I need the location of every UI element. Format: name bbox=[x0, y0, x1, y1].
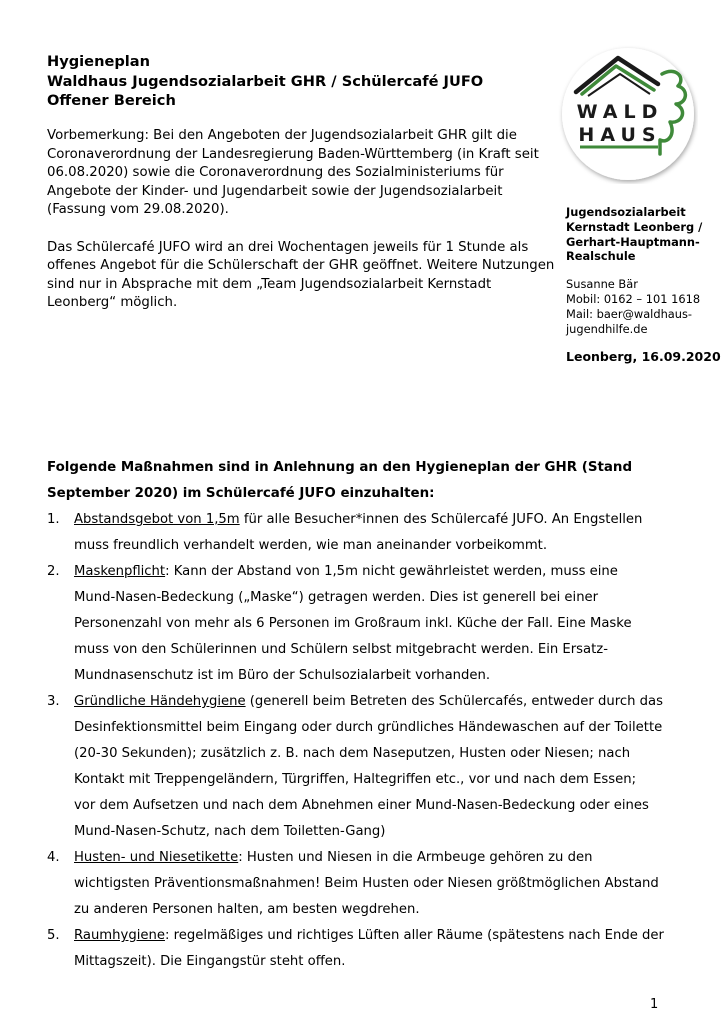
measures-list bbox=[47, 507, 687, 975]
list-item bbox=[47, 845, 687, 923]
contact-email: Mail: baer@waldhaus- bbox=[566, 306, 693, 321]
heading-line: September 2020) im Schülercafé JUFO einzuhalten: bbox=[47, 486, 435, 501]
intro-line: Leonberg“ möglich. bbox=[47, 295, 178, 311]
item-text: (generell beim Betreten des Schülercafés, entweder durch das bbox=[245, 694, 664, 709]
org-line: Gerhart-Hauptmann- bbox=[566, 234, 700, 249]
list-item bbox=[47, 559, 687, 689]
intro-line: Vorbemerkung: Bei den Angeboten der Jugendsozialarbeit GHR gilt die bbox=[47, 128, 517, 143]
list-item bbox=[47, 507, 687, 559]
item-line: Kontakt mit Treppengeländern, Türgriffen, Haltegriffen etc., vor und nach dem Essen; bbox=[74, 772, 637, 787]
title-line: Waldhaus Jugendsozialarbeit GHR / Schülercafé JUFO bbox=[47, 72, 484, 90]
item-number: 5. bbox=[47, 928, 60, 943]
item-term: Raumhygiene bbox=[74, 928, 165, 943]
item-line: Mund-Nasen-Schutz, nach dem Toiletten-Gang) bbox=[74, 824, 386, 839]
item-number: 1. bbox=[47, 512, 60, 527]
list-item bbox=[47, 923, 687, 975]
intro-paragraph-2 bbox=[47, 239, 555, 313]
logo-text-line1: WALD bbox=[576, 101, 664, 123]
contact-person bbox=[566, 277, 716, 336]
contact-email-cont: jugendhilfe.de bbox=[566, 321, 648, 336]
title-line: Hygieneplan bbox=[47, 53, 151, 70]
intro-line: Coronaverordnung der Landesregierung Baden-Württemberg (in Kraft seit bbox=[47, 146, 539, 162]
item-number: 2. bbox=[47, 564, 60, 579]
item-text: : regelmäßiges und richtiges Lüften aller Räume (spätestens nach Ende der bbox=[164, 928, 664, 943]
item-line: muss von den Schülerinnen und Schülern selbst mitgebracht werden. Ein Ersatz- bbox=[74, 642, 608, 657]
intro-line: offenes Angebot für die Schülerschaft der GHR geöffnet. Weitere Nutzungen bbox=[47, 258, 555, 274]
org-line: Realschule bbox=[566, 249, 636, 264]
organization-name bbox=[566, 205, 716, 264]
contact-phone: Mobil: 0162 – 101 1618 bbox=[566, 291, 701, 306]
item-term: Abstandsgebot von 1,5m bbox=[74, 512, 240, 527]
item-line: muss freundlich verhandelt werden, wie man aneinander vorbeikommt. bbox=[74, 538, 548, 553]
heading-line: Folgende Maßnahmen sind in Anlehnung an den Hygieneplan der GHR (Stand bbox=[47, 460, 633, 475]
list-item bbox=[47, 689, 687, 845]
item-line: vor dem Aufsetzen und nach dem Abnehmen einer Mund-Nasen-Bedeckung oder eines bbox=[74, 798, 649, 813]
org-line: Kernstadt Leonberg / bbox=[566, 219, 703, 234]
item-text: für alle Besucher*innen des Schülercafé JUFO. An Engstellen bbox=[239, 512, 643, 527]
intro-line: sind nur in Absprache mit dem „Team Jugendsozialarbeit Kernstadt bbox=[47, 276, 492, 292]
item-line: Desinfektionsmittel beim Eingang oder durch gründliches Händewaschen auf der Toilette bbox=[74, 720, 663, 735]
intro-line: Das Schülercafé JUFO wird an drei Wochentagen jeweils für 1 Stunde als bbox=[47, 239, 529, 255]
intro-line: Angebote der Kinder- und Jugendarbeit sowie der Jugendsozialarbeit bbox=[47, 183, 503, 199]
waldhaus-logo bbox=[558, 44, 698, 184]
item-line: Mundnasenschutz ist im Büro der Schulsozialarbeit vorhanden. bbox=[74, 668, 491, 683]
place-date: Leonberg, 16.09.2020 bbox=[566, 349, 721, 364]
org-line: Jugendsozialarbeit bbox=[566, 205, 686, 219]
intro-paragraph-1 bbox=[47, 127, 552, 220]
logo-text-line2: HAUS bbox=[578, 124, 662, 146]
item-text: : Kann der Abstand von 1,5m nicht gewährleistet werden, muss eine bbox=[165, 564, 618, 579]
item-term: Maskenpflicht bbox=[74, 564, 166, 579]
item-line: Personenzahl von mehr als 6 Personen im Großraum inkl. Küche der Fall. Eine Maske bbox=[74, 616, 632, 631]
item-line: (20-30 Sekunden); zusätzlich z. B. nach dem Naseputzen, Husten oder Niesen; nach bbox=[74, 746, 631, 761]
item-line: Mund-Nasen-Bedeckung („Maske“) getragen werden. Dies ist generell bei einer bbox=[74, 590, 599, 605]
item-line: Mittagszeit). Die Eingangstür steht offen. bbox=[74, 954, 346, 969]
page-number: 1 bbox=[650, 997, 659, 1012]
title-line: Offener Bereich bbox=[47, 92, 176, 109]
measures-heading bbox=[47, 455, 632, 507]
intro-line: (Fassung vom 29.08.2020). bbox=[47, 202, 229, 218]
item-line: zu anderen Personen halten, am besten wegdrehen. bbox=[74, 902, 420, 917]
intro-line: 06.08.2020) sowie die Coronaverordnung des Sozialministeriums für bbox=[47, 165, 504, 181]
contact-block bbox=[566, 205, 716, 336]
item-text: : Husten und Niesen in die Armbeuge gehören zu den bbox=[238, 850, 593, 865]
item-line: wichtigsten Präventionsmaßnahmen! Beim Husten oder Niesen größtmöglichen Abstand bbox=[74, 876, 659, 891]
item-number: 4. bbox=[47, 850, 60, 865]
item-term: Gründliche Händehygiene bbox=[74, 694, 246, 709]
document-title bbox=[47, 52, 483, 111]
item-number: 3. bbox=[47, 694, 60, 709]
contact-name: Susanne Bär bbox=[566, 277, 638, 292]
intro-section bbox=[47, 127, 555, 313]
item-term: Husten- und Niesetikette bbox=[74, 850, 239, 865]
